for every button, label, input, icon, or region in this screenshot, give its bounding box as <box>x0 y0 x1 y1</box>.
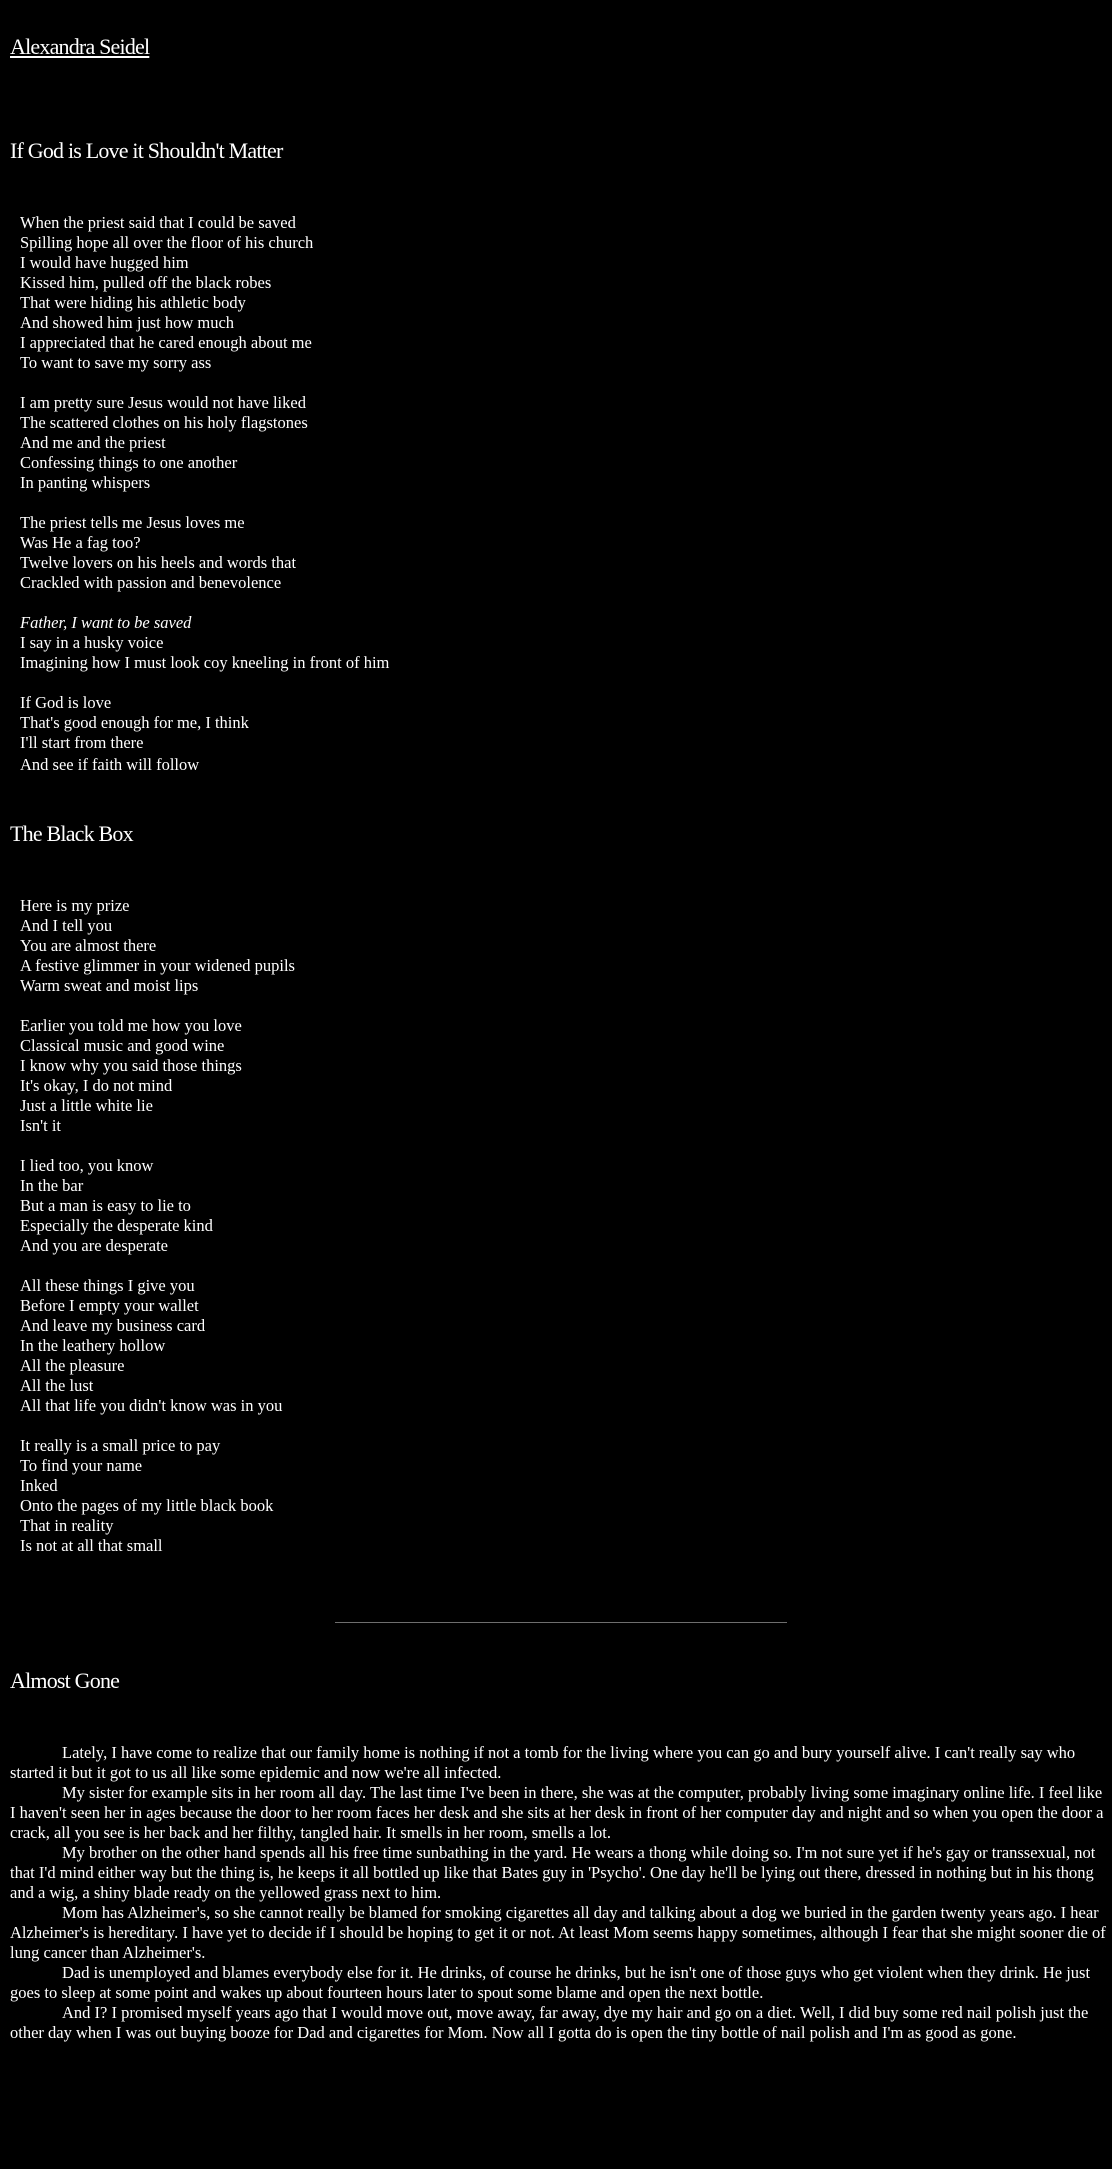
poem-line: You are almost there <box>20 936 157 955</box>
story-paragraph: And I? I promised myself years ago that I would move out, move away, far away, dye my hair and go on a diet. Well, I did buy some red nail polish just the other day when I was out buying booze for Dad and cigarettes for Mom. Now all I gotta do is open the tiny bottle of nail polish and I'm as good as gone. <box>10 2003 1089 2042</box>
stanza-break <box>20 996 295 1016</box>
poem-line: It really is a small price to pay <box>20 1436 221 1455</box>
poem-line: And me and the priest <box>20 433 166 452</box>
stanza-break <box>20 373 389 393</box>
story-paragraph: Dad is unemployed and blames everybody else for it. He drinks, of course he drinks, but he isn't one of those guys who get violent when they drink. He just goes to sleep at some point and wakes up about fourteen hours later to spout some blame and open the next bottle. <box>10 1963 1091 2002</box>
poem-body-2 <box>20 896 295 1556</box>
poem-line: Spilling hope all over the floor of his church <box>20 233 314 252</box>
poem-line: Is not at all that small <box>20 1536 163 1555</box>
poem-line: I am pretty sure Jesus would not have liked <box>20 393 306 412</box>
poem-title-1: If God is Love it Shouldn't Matter <box>10 138 283 163</box>
poem-line: To find your name <box>20 1456 143 1475</box>
poem-line: Here is my prize <box>20 896 130 915</box>
poem-line: Warm sweat and moist lips <box>20 976 199 995</box>
poem-line: If God is love <box>20 693 112 712</box>
poem-line: Imagining how I must look coy kneeling in front of him <box>20 653 390 672</box>
poem-line: It's okay, I do not mind <box>20 1076 173 1095</box>
poem-line: That in reality <box>20 1516 114 1535</box>
poem-body-1 <box>20 213 389 775</box>
poem-line: Earlier you told me how you love <box>20 1016 242 1035</box>
story-paragraph: My brother on the other hand spends all his free time sunbathing in the yard. He wears a thong while doing so. I'm not sure yet if he's gay or transsexual, not that I'd mind either way but the thing is, he keeps it all bottled up like that Bates guy in 'Psycho'. One day he'll be lying out there, dressed in nothing but in his thong and a wig, a shiny blade ready on the yellowed grass next to him. <box>10 1843 1096 1902</box>
poem-line: Confessing things to one another <box>20 453 238 472</box>
story-paragraph: Lately, I have come to realize that our family home is nothing if not a tomb for the living where you can go and bury yourself alive. I can't really say who started it but it got to us all like some epidemic and now we're all infected. <box>10 1743 1076 1782</box>
poem-line: To want to save my sorry ass <box>20 353 212 372</box>
poem-line: When the priest said that I could be saved <box>20 213 296 232</box>
poem-line: And see if faith will follow <box>20 755 200 774</box>
poem-line: All that life you didn't know was in you <box>20 1396 283 1415</box>
story-paragraph: Mom has Alzheimer's, so she cannot really be blamed for smoking cigarettes all day and talking about a dog we buried in the garden twenty years ago. I hear Alzheimer's is hereditary. I have yet to decide if I should be hoping to get it or not. At least Mom seems happy sometimes, although I fear that she might sooner die of lung cancer than Alzheimer's. <box>10 1903 1106 1962</box>
poem-line: Twelve lovers on his heels and words that <box>20 553 297 572</box>
poem-line: Before I empty your wallet <box>20 1296 199 1315</box>
author-link[interactable]: Alexandra Seidel <box>10 34 150 59</box>
poem-line: Inked <box>20 1476 58 1495</box>
stanza-break <box>20 1256 295 1276</box>
section-divider <box>335 1622 787 1623</box>
poem-line: And you are desperate <box>20 1236 168 1255</box>
poem-line: In panting whispers <box>20 473 151 492</box>
poem-line: Especially the desperate kind <box>20 1216 213 1235</box>
stanza-break <box>20 1416 295 1436</box>
poem-line: Father, I want to be saved <box>20 613 192 632</box>
story-paragraph: My sister for example sits in her room all day. The last time I've been in there, she was at the computer, probably living some imaginary online life. I feel like I haven't seen her in ages because the door to her room faces her desk and she sits at her desk in front of her computer day and night and so when you open the door a crack, all you see is her back and her filthy, tangled hair. It smells in her room, smells a lot. <box>10 1783 1104 1842</box>
story-title: Almost Gone <box>10 1668 120 1693</box>
poem-line: The scattered clothes on his holy flagstones <box>20 413 308 432</box>
poem-line: Onto the pages of my little black book <box>20 1496 274 1515</box>
poem-line: I lied too, you know <box>20 1156 154 1175</box>
poem-line: I know why you said those things <box>20 1056 242 1075</box>
poem-line: And leave my business card <box>20 1316 206 1335</box>
poem-line: Crackled with passion and benevolence <box>20 573 282 592</box>
poem-line: And showed him just how much <box>20 313 235 332</box>
poem-line: I'll start from there <box>20 733 144 752</box>
poem-line: All the pleasure <box>20 1356 125 1375</box>
stanza-break <box>20 673 389 693</box>
poem-title-2: The Black Box <box>10 821 133 846</box>
poem-line: In the leathery hollow <box>20 1336 166 1355</box>
poem-line: All these things I give you <box>20 1276 195 1295</box>
poem-line: Isn't it <box>20 1116 62 1135</box>
poem-line: That's good enough for me, I think <box>20 713 249 732</box>
poem-line: A festive glimmer in your widened pupils <box>20 956 295 975</box>
poem-line: Kissed him, pulled off the black robes <box>20 273 272 292</box>
poem-line: That were hiding his athletic body <box>20 293 246 312</box>
stanza-break <box>20 493 389 513</box>
poem-line: But a man is easy to lie to <box>20 1196 191 1215</box>
poem-line: I appreciated that he cared enough about me <box>20 333 312 352</box>
story-body <box>10 1743 1106 2043</box>
stanza-break <box>20 1136 295 1156</box>
poem-line: In the bar <box>20 1176 84 1195</box>
poem-line: I would have hugged him <box>20 253 189 272</box>
poem-line: I say in a husky voice <box>20 633 164 652</box>
poem-line: All the lust <box>20 1376 94 1395</box>
stanza-break <box>20 593 389 613</box>
poem-line: Was He a fag too? <box>20 533 141 552</box>
poem-line: Classical music and good wine <box>20 1036 225 1055</box>
poem-line: The priest tells me Jesus loves me <box>20 513 245 532</box>
poem-line: And I tell you <box>20 916 113 935</box>
poem-line: Just a little white lie <box>20 1096 153 1115</box>
